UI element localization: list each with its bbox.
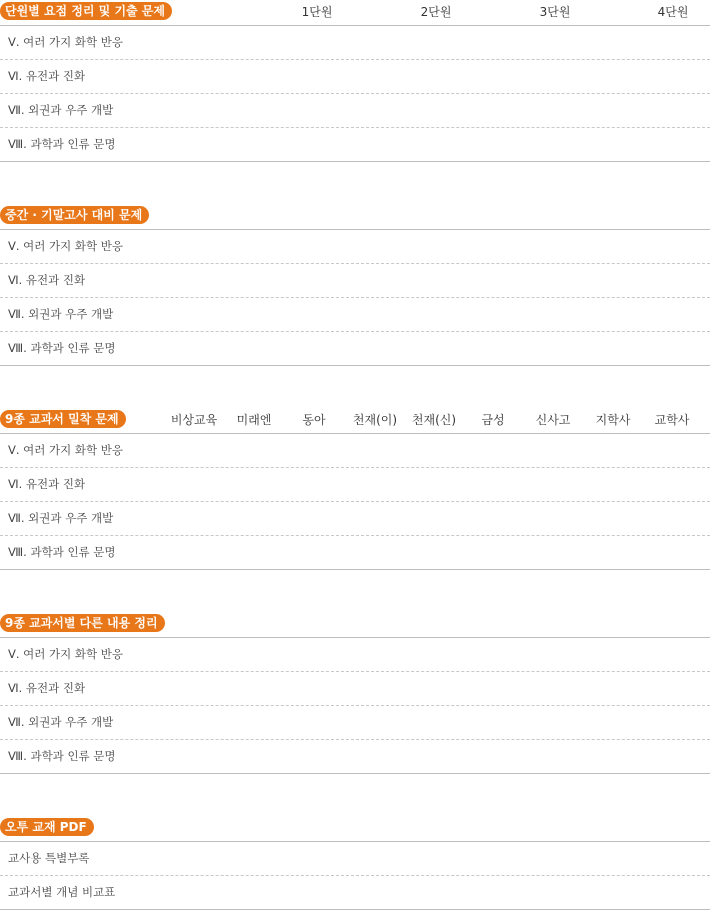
textbook-section — [0, 408, 710, 570]
unit-column-2[interactable]: 2단원 — [420, 5, 452, 19]
list-item[interactable]: 교사용 특별부록 — [0, 842, 710, 876]
list-item[interactable]: Ⅴ. 여러 가지 화학 반응 — [0, 638, 710, 672]
list-item[interactable]: Ⅷ. 과학과 인류 문명 — [8, 749, 116, 763]
diff-section — [0, 612, 710, 774]
list-item[interactable]: Ⅵ. 유전과 진화 — [0, 264, 710, 298]
list-item[interactable]: Ⅴ. 여러 가지 화학 반응 — [0, 434, 710, 468]
list-item[interactable]: Ⅶ. 외권과 우주 개발 — [0, 298, 710, 332]
list-item[interactable]: 교과서별 개념 비교표 — [8, 885, 116, 899]
list-item[interactable]: Ⅵ. 유전과 진화 — [0, 60, 710, 94]
list-item[interactable]: Ⅶ. 외권과 우주 개발 — [0, 94, 710, 128]
list-item[interactable]: Ⅴ. 여러 가지 화학 반응 — [0, 230, 710, 264]
publisher-column[interactable]: 천재(신) — [411, 413, 457, 427]
publisher-column[interactable]: 비상교육 — [170, 413, 218, 427]
list-item[interactable]: Ⅵ. 유전과 진화 — [0, 468, 710, 502]
units-section-title: 단원별 요점 정리 및 기출 문제 — [0, 2, 172, 20]
list-item[interactable]: Ⅶ. 외권과 우주 개발 — [0, 502, 710, 536]
pdf-section — [0, 816, 710, 910]
unit-column-1[interactable]: 1단원 — [301, 5, 333, 19]
list-item[interactable]: Ⅶ. 외권과 우주 개발 — [0, 706, 710, 740]
publisher-column[interactable]: 지학사 — [595, 413, 631, 427]
unit-columns — [0, 0, 710, 25]
list-item[interactable]: Ⅷ. 과학과 인류 문명 — [8, 341, 116, 355]
publisher-column[interactable]: 교학사 — [654, 413, 690, 427]
list-item[interactable]: Ⅷ. 과학과 인류 문명 — [8, 545, 116, 559]
list-item[interactable]: Ⅴ. 여러 가지 화학 반응 — [0, 26, 710, 60]
exam-section — [0, 204, 710, 366]
unit-column-3[interactable]: 3단원 — [539, 5, 571, 19]
diff-section-title: 9종 교과서별 다른 내용 정리 — [0, 614, 165, 632]
publisher-column[interactable]: 천재(이) — [352, 413, 398, 427]
units-section — [0, 0, 710, 162]
list-item[interactable]: Ⅵ. 유전과 진화 — [0, 672, 710, 706]
publisher-column[interactable]: 신사고 — [535, 413, 571, 427]
exam-section-title: 중간 · 기말고사 대비 문제 — [0, 206, 149, 224]
textbook-section-title: 9종 교과서 밀착 문제 — [0, 410, 126, 428]
publisher-column[interactable]: 미래엔 — [236, 413, 272, 427]
list-item[interactable]: Ⅷ. 과학과 인류 문명 — [8, 137, 116, 151]
publisher-columns — [0, 408, 710, 433]
publisher-column[interactable]: 동아 — [302, 413, 326, 427]
pdf-section-title: 오투 교재 PDF — [0, 818, 94, 836]
unit-column-4[interactable]: 4단원 — [657, 5, 689, 19]
publisher-column[interactable]: 금성 — [481, 413, 505, 427]
